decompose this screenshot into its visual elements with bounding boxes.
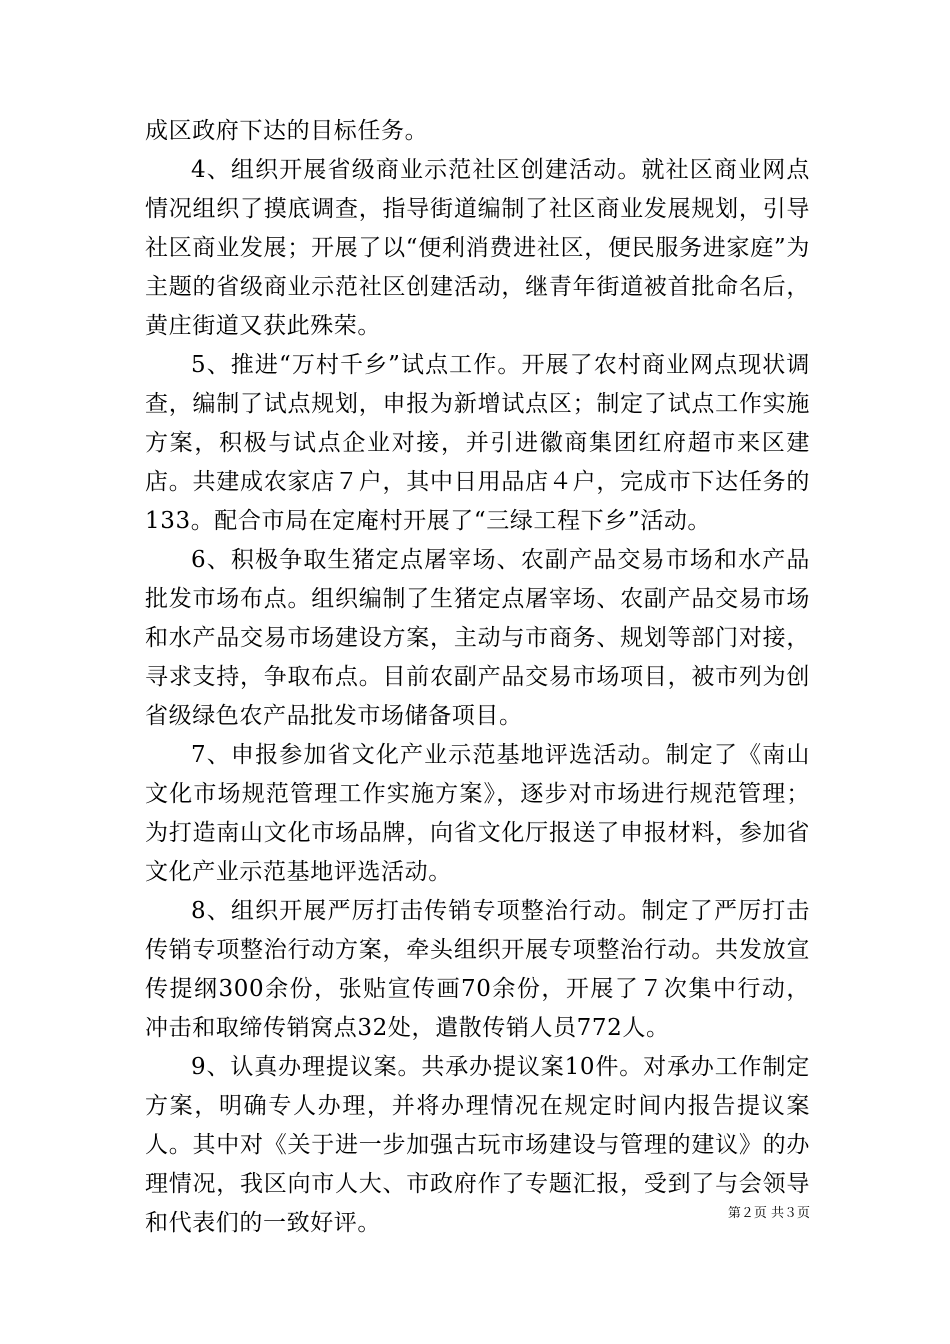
paragraph-item-7: 7、申报参加省文化产业示范基地评选活动。制定了《南山文化市场规范管理工作实施方案》，逐步对市场进行规范管理；为打造南山文化市场品牌，向省文化厅报送了申报材料，参加省文化产业示范基地评选活动。 (145, 742, 810, 885)
paragraph-item-6: 6、积极争取生猪定点屠宰场、农副产品交易市场和水产品批发市场布点。组织编制了生猪定点屠宰场、农副产品交易市场和水产品交易市场建设方案，主动与市商务、规划等部门对接，寻求支持，争取布点。目前农副产品交易市场项目，被市列为创省级绿色农产品批发市场储备项目。 (145, 547, 810, 729)
paragraph-item-9: 9、认真办理提议案。共承办提议案10件。对承办工作制定方案，明确专人办理，并将办理情况在规定时间内报告提议案人。其中对《关于进一步加强古玩市场建设与管理的建议》的办理情况，我区向市人大、市政府作了专题汇报，受到了与会领导和代表们的一致好评。 (145, 1054, 810, 1236)
paragraph-continuation: 成区政府下达的目标任务。 (145, 118, 429, 144)
page-number-footer: 第２页 共３页 (727, 1206, 810, 1221)
paragraph-item-5: 5、推进“万村千乡”试点工作。开展了农村商业网点现状调查，编制了试点规划，申报为新增试点区；制定了试点工作实施方案，积极与试点企业对接，并引进徽商集团红府超市来区建店。共建成农家店７户，其中日用品店４户，完成市下达任务的133。配合市局在定庵村开展了“三绿工程下乡”活动。 (145, 352, 810, 534)
paragraph-item-4: 4、组织开展省级商业示范社区创建活动。就社区商业网点情况组织了摸底调查，指导街道编制了社区商业发展规划，引导社区商业发展；开展了以“便利消费进社区，便民服务进家庭”为主题的省级商业示范社区创建活动，继青年街道被首批命名后，黄庄街道又获此殊荣。 (145, 157, 810, 339)
paragraph-item-8: 8、组织开展严厉打击传销专项整治行动。制定了严厉打击传销专项整治行动方案，牵头组织开展专项整治行动。共发放宣传提纲300余份，张贴宣传画70余份，开展了７次集中行动，冲击和取缔传销窝点32处，遣散传销人员772人。 (145, 898, 810, 1041)
document-body (145, 112, 810, 1243)
